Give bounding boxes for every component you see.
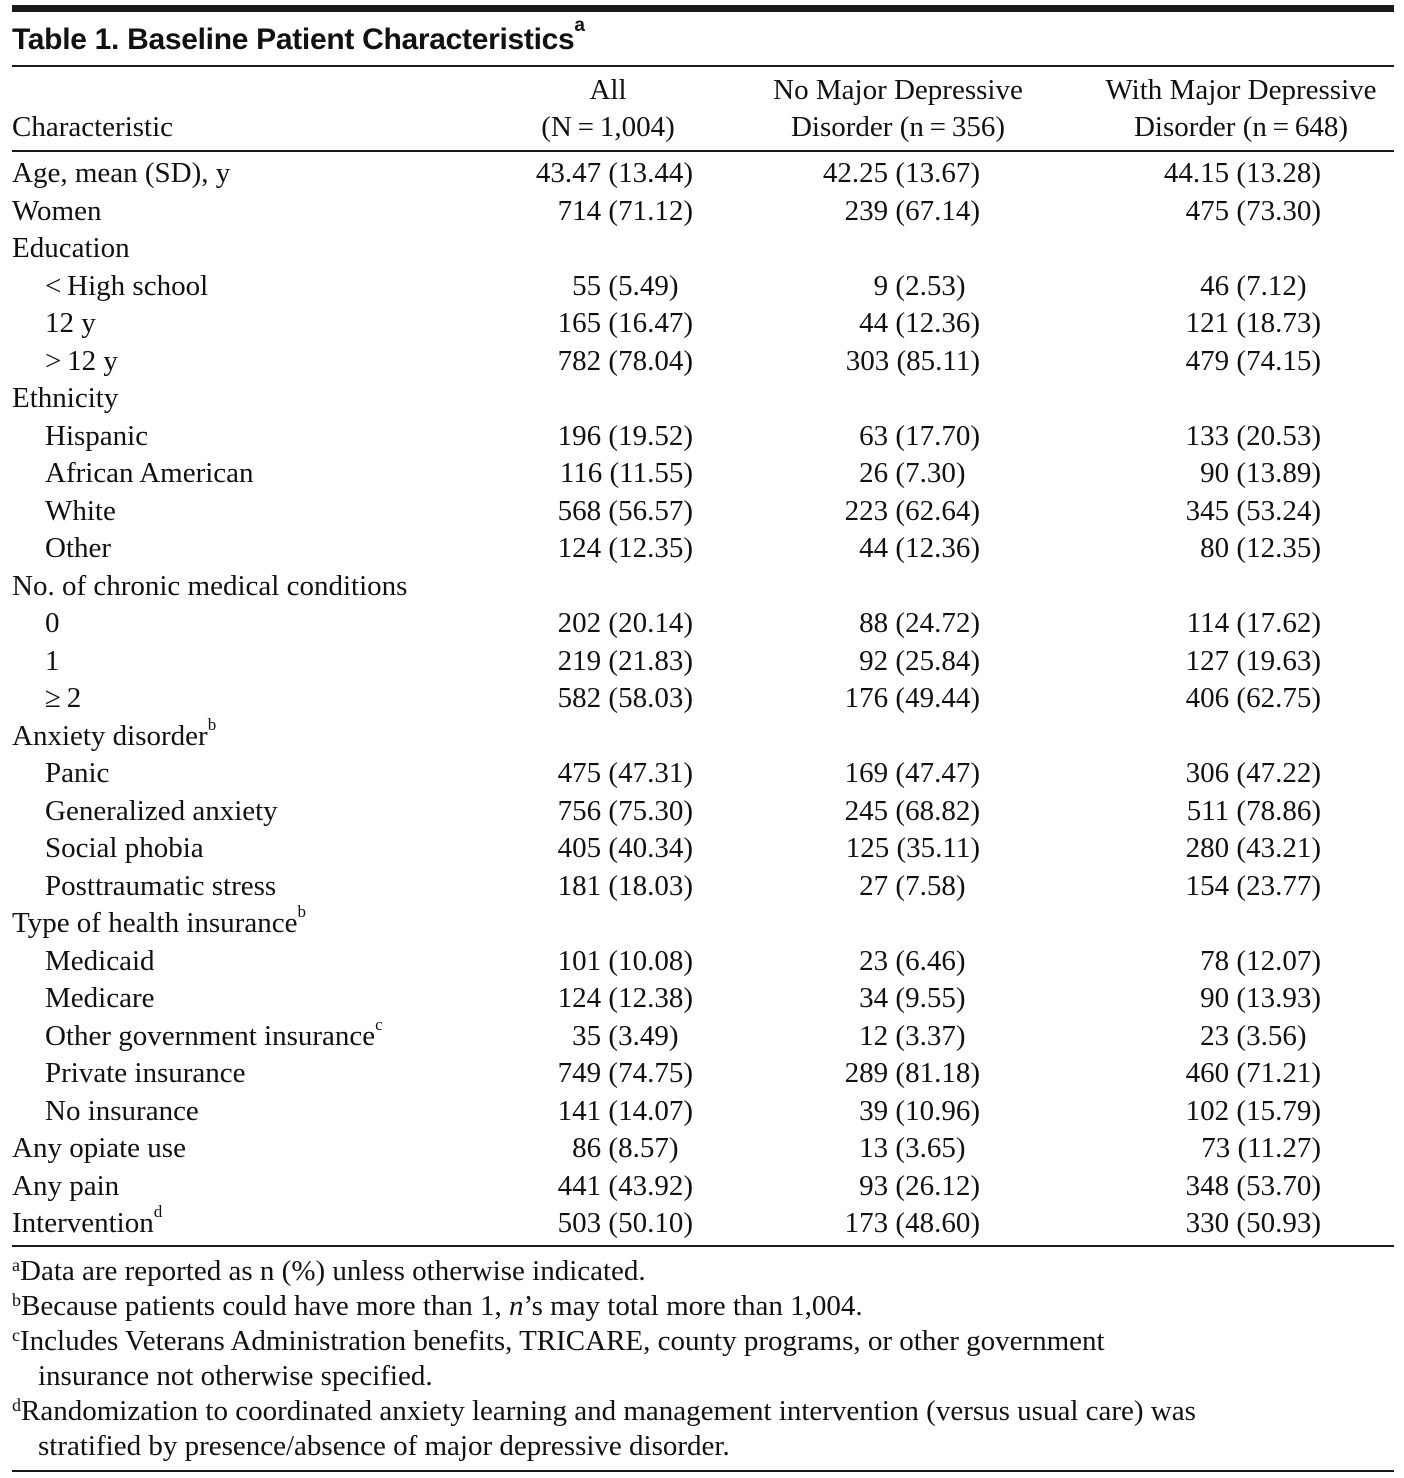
cell-no: 169 (47.47) — [844, 757, 980, 789]
cell-all: 165 (16.47) — [557, 307, 693, 339]
row-label — [45, 1093, 199, 1131]
cell-no: 223 (62.64) — [844, 494, 980, 527]
row-label — [45, 980, 155, 1018]
cell-with: 345 (53.24) — [1185, 494, 1321, 527]
row-label — [45, 755, 109, 793]
row-label-text: Social phobia — [45, 832, 204, 864]
row-label-text: Intervention — [12, 1207, 154, 1239]
cell-with: 280 (43.21) — [1185, 832, 1321, 864]
row-label-text: Any pain — [12, 1169, 120, 1202]
cell-no: 239 (67.14) — [844, 194, 980, 227]
row-label-text: Hispanic — [45, 419, 149, 452]
cell-no: 9 (2.53) — [873, 269, 966, 302]
bottom-rule — [12, 1470, 1394, 1472]
row-label — [45, 268, 208, 306]
row-label-text: Anxiety disorder — [12, 719, 208, 752]
row-label — [45, 1055, 246, 1093]
table-row — [12, 1055, 1394, 1093]
footnote-a — [12, 1254, 1394, 1289]
table-row — [12, 830, 1394, 868]
cell-all: 219 (21.83) — [557, 644, 693, 677]
cell-with: 406 (62.75) — [1185, 682, 1321, 714]
cell-all: 116 (11.55) — [559, 457, 693, 489]
row-label-text: 1 — [45, 644, 60, 677]
cell-all: 582 (58.03) — [557, 682, 693, 714]
cell-with: 348 (53.70) — [1185, 1169, 1321, 1202]
table-row — [12, 1093, 1394, 1131]
row-footnote-mark: c — [375, 1014, 383, 1034]
cell-no: 92 (25.84) — [859, 644, 980, 677]
footnote-d-line2: stratified by presence/absence of major depressive disorder. — [38, 1430, 730, 1462]
table-row — [12, 155, 1394, 193]
table-row — [12, 380, 1394, 418]
cell-with: 23 (3.56) — [1200, 1019, 1307, 1052]
footnote-c — [12, 1324, 1394, 1394]
footnote-b-post: ’s may total more than 1,004. — [523, 1290, 863, 1322]
cell-no: 27 (7.58) — [859, 869, 966, 902]
cell-no: 245 (68.82) — [844, 794, 980, 827]
footnote-c-line2: insurance not otherwise specified. — [38, 1360, 433, 1392]
cell-no: 176 (49.44) — [844, 682, 980, 714]
table-row — [12, 193, 1394, 231]
table-title-text: Table 1. Baseline Patient Characteristics — [12, 23, 575, 56]
cell-all: 503 (50.10) — [557, 1207, 693, 1239]
table-row — [12, 1014, 1394, 1056]
row-label — [12, 714, 217, 756]
table-row — [12, 980, 1394, 1018]
row-label — [45, 418, 148, 456]
table-row — [12, 493, 1394, 531]
footnotes — [12, 1254, 1394, 1464]
footnote-d-line1: Randomization to coordinated anxiety learning and management intervention (versus usual care) was — [21, 1395, 1196, 1427]
row-label — [12, 230, 130, 268]
cell-with: 114 (17.62) — [1186, 607, 1321, 639]
row-label — [12, 1168, 119, 1206]
cell-no: 12 (3.37) — [859, 1019, 966, 1052]
cell-with: 460 (71.21) — [1185, 1057, 1321, 1089]
row-label-text: Women — [12, 194, 102, 227]
row-label-text: Ethnicity — [12, 382, 119, 414]
table-body — [12, 155, 1394, 1243]
row-label — [45, 793, 278, 831]
cell-with: 102 (15.79) — [1185, 1094, 1321, 1127]
top-rule — [12, 5, 1394, 12]
cell-with: 154 (23.77) — [1185, 869, 1321, 902]
row-label-text: Medicare — [45, 982, 155, 1014]
cell-all: 441 (43.92) — [557, 1169, 693, 1202]
cell-with: 78 (12.07) — [1200, 944, 1321, 977]
row-label-text: Education — [12, 232, 130, 264]
header-no-mdd-line2: Disorder (n = 356) — [790, 111, 1005, 143]
table-row — [12, 418, 1394, 456]
row-label-text: No. of chronic medical conditions — [12, 569, 408, 602]
row-label-text: Posttraumatic stress — [45, 869, 277, 902]
row-label — [12, 380, 118, 418]
row-label-text: African American — [45, 457, 254, 489]
cell-no: 289 (81.18) — [844, 1057, 980, 1089]
cell-all: 124 (12.38) — [557, 982, 693, 1014]
cell-with: 133 (20.53) — [1185, 419, 1321, 452]
table-row — [12, 230, 1394, 268]
row-label-text: Other — [45, 532, 112, 564]
footnote-a-text: Data are reported as n (%) unless otherwise indicated. — [20, 1255, 646, 1287]
row-label — [45, 605, 60, 643]
row-label-text: Medicaid — [45, 944, 155, 977]
row-label — [45, 643, 60, 681]
cell-no: 39 (10.96) — [859, 1094, 980, 1127]
row-footnote-mark: b — [207, 714, 217, 734]
row-label — [12, 155, 230, 193]
footnote-b-mark: b — [12, 1290, 21, 1310]
row-label — [45, 343, 118, 381]
row-label-text: No insurance — [45, 1094, 199, 1127]
table-row — [12, 868, 1394, 906]
row-label — [45, 680, 81, 718]
cell-no: 88 (24.72) — [859, 607, 980, 639]
table-row — [12, 1202, 1394, 1243]
cell-no: 23 (6.46) — [859, 944, 966, 977]
cell-all: 55 (5.49) — [572, 269, 679, 302]
cell-with: 475 (73.30) — [1185, 194, 1321, 227]
cell-all: 141 (14.07) — [557, 1094, 693, 1127]
header-characteristic-label: Characteristic — [12, 111, 174, 143]
footnote-b-pre: Because patients could have more than 1, — [21, 1290, 510, 1322]
cell-no: 93 (26.12) — [859, 1169, 980, 1202]
footnote-c-line1: Includes Veterans Administration benefits, TRICARE, county programs, or other government — [20, 1325, 1105, 1357]
footnote-b — [12, 1289, 1394, 1324]
cell-with: 90 (13.93) — [1200, 982, 1321, 1014]
cell-all: 196 (19.52) — [557, 419, 693, 452]
row-label-text: 0 — [45, 607, 60, 639]
cell-all: 202 (20.14) — [557, 607, 693, 639]
cell-all: 43.47 (13.44) — [535, 157, 693, 189]
row-label — [12, 902, 306, 943]
table-row — [12, 680, 1394, 718]
table-row — [12, 1168, 1394, 1206]
header-no-mdd-line1: No Major Depressive — [773, 74, 1023, 106]
cell-all: 756 (75.30) — [557, 794, 693, 827]
cell-no: 125 (35.11) — [845, 832, 980, 864]
cell-all: 714 (71.12) — [557, 194, 693, 227]
footnote-b-italic: n — [509, 1290, 524, 1322]
table-row — [12, 568, 1394, 606]
cell-all: 101 (10.08) — [557, 944, 693, 977]
cell-no: 303 (85.11) — [845, 344, 980, 377]
cell-no: 26 (7.30) — [859, 457, 966, 489]
cell-no: 13 (3.65) — [859, 1132, 966, 1164]
row-footnote-mark: b — [297, 902, 306, 921]
header-all-line2: (N = 1,004) — [541, 111, 675, 143]
row-label-text: White — [45, 494, 116, 527]
footnote-c-mark: c — [12, 1325, 20, 1345]
table-row — [12, 643, 1394, 681]
row-label-text: Type of health insurance — [12, 907, 298, 939]
body-bottom-rule — [12, 1245, 1394, 1247]
cell-all: 86 (8.57) — [572, 1132, 679, 1164]
header-all-line1: All — [589, 74, 627, 106]
title-footnote-mark: a — [574, 15, 585, 36]
cell-with: 511 (78.86) — [1186, 794, 1321, 827]
table-row — [12, 305, 1394, 343]
table-row — [12, 755, 1394, 793]
row-label-text: Private insurance — [45, 1057, 246, 1089]
cell-all: 568 (56.57) — [557, 494, 693, 527]
header-with-mdd-line2: Disorder (n = 648) — [1133, 111, 1348, 143]
header-bottom-rule — [12, 150, 1394, 152]
header-top-rule — [12, 65, 1394, 67]
table-row — [12, 902, 1394, 943]
row-label — [45, 830, 204, 868]
table-title — [12, 15, 1394, 60]
cell-with: 46 (7.12) — [1200, 269, 1307, 302]
row-label-text: Other government insurance — [45, 1019, 376, 1052]
cell-with: 479 (74.15) — [1185, 344, 1321, 377]
row-label — [45, 1014, 383, 1056]
table-row — [12, 530, 1394, 568]
cell-with: 127 (19.63) — [1185, 644, 1321, 677]
cell-all: 782 (78.04) — [557, 344, 693, 377]
table-row — [12, 268, 1394, 306]
row-label-text: 12 y — [45, 307, 96, 339]
row-label — [12, 1202, 163, 1243]
row-label-text: Any opiate use — [12, 1132, 186, 1164]
row-label — [12, 568, 407, 606]
row-label — [45, 305, 96, 343]
row-label-text: ≥ 2 — [45, 682, 82, 714]
footnote-d — [12, 1394, 1394, 1464]
header-all — [522, 72, 694, 148]
table-row — [12, 793, 1394, 831]
row-label-text: Panic — [45, 757, 110, 789]
row-footnote-mark: d — [153, 1202, 163, 1221]
table-row — [12, 343, 1394, 381]
footnote-a-mark: a — [12, 1255, 20, 1275]
cell-all: 405 (40.34) — [557, 832, 693, 864]
cell-no: 44 (12.36) — [859, 307, 980, 339]
table-row — [12, 455, 1394, 493]
row-label — [12, 193, 101, 231]
row-label-text: < High school — [45, 269, 209, 302]
cell-with: 73 (11.27) — [1201, 1132, 1321, 1164]
cell-all: 124 (12.35) — [557, 532, 693, 564]
cell-with: 80 (12.35) — [1200, 532, 1321, 564]
table-row — [12, 943, 1394, 981]
cell-with: 121 (18.73) — [1185, 307, 1321, 339]
cell-no: 44 (12.36) — [859, 532, 980, 564]
cell-no: 63 (17.70) — [859, 419, 980, 452]
row-label — [45, 530, 111, 568]
row-label — [45, 943, 155, 981]
row-label — [45, 868, 276, 906]
table-row — [12, 1130, 1394, 1168]
cell-with: 90 (13.89) — [1200, 457, 1321, 489]
row-label — [12, 1130, 186, 1168]
header-with-mdd-line1: With Major Depressive — [1105, 74, 1377, 106]
row-label-text: > 12 y — [45, 344, 118, 377]
cell-no: 173 (48.60) — [844, 1207, 980, 1239]
cell-with: 44.15 (13.28) — [1163, 157, 1321, 189]
row-label — [45, 455, 254, 493]
row-label-text: Generalized anxiety — [45, 794, 278, 827]
row-label-text: Age, mean (SD), y — [12, 157, 231, 189]
header-no-mdd — [752, 72, 1044, 148]
cell-all: 181 (18.03) — [557, 869, 693, 902]
cell-with: 330 (50.93) — [1185, 1207, 1321, 1239]
row-label — [45, 493, 116, 531]
cell-no: 42.25 (13.67) — [822, 157, 980, 189]
table-row — [12, 605, 1394, 643]
cell-all: 749 (74.75) — [557, 1057, 693, 1089]
cell-no: 34 (9.55) — [859, 982, 966, 1014]
footnote-d-mark: d — [12, 1395, 21, 1415]
cell-with: 306 (47.22) — [1185, 757, 1321, 789]
table-row — [12, 714, 1394, 756]
header-with-mdd — [1086, 72, 1396, 148]
cell-all: 35 (3.49) — [572, 1019, 679, 1052]
cell-all: 475 (47.31) — [557, 757, 693, 789]
